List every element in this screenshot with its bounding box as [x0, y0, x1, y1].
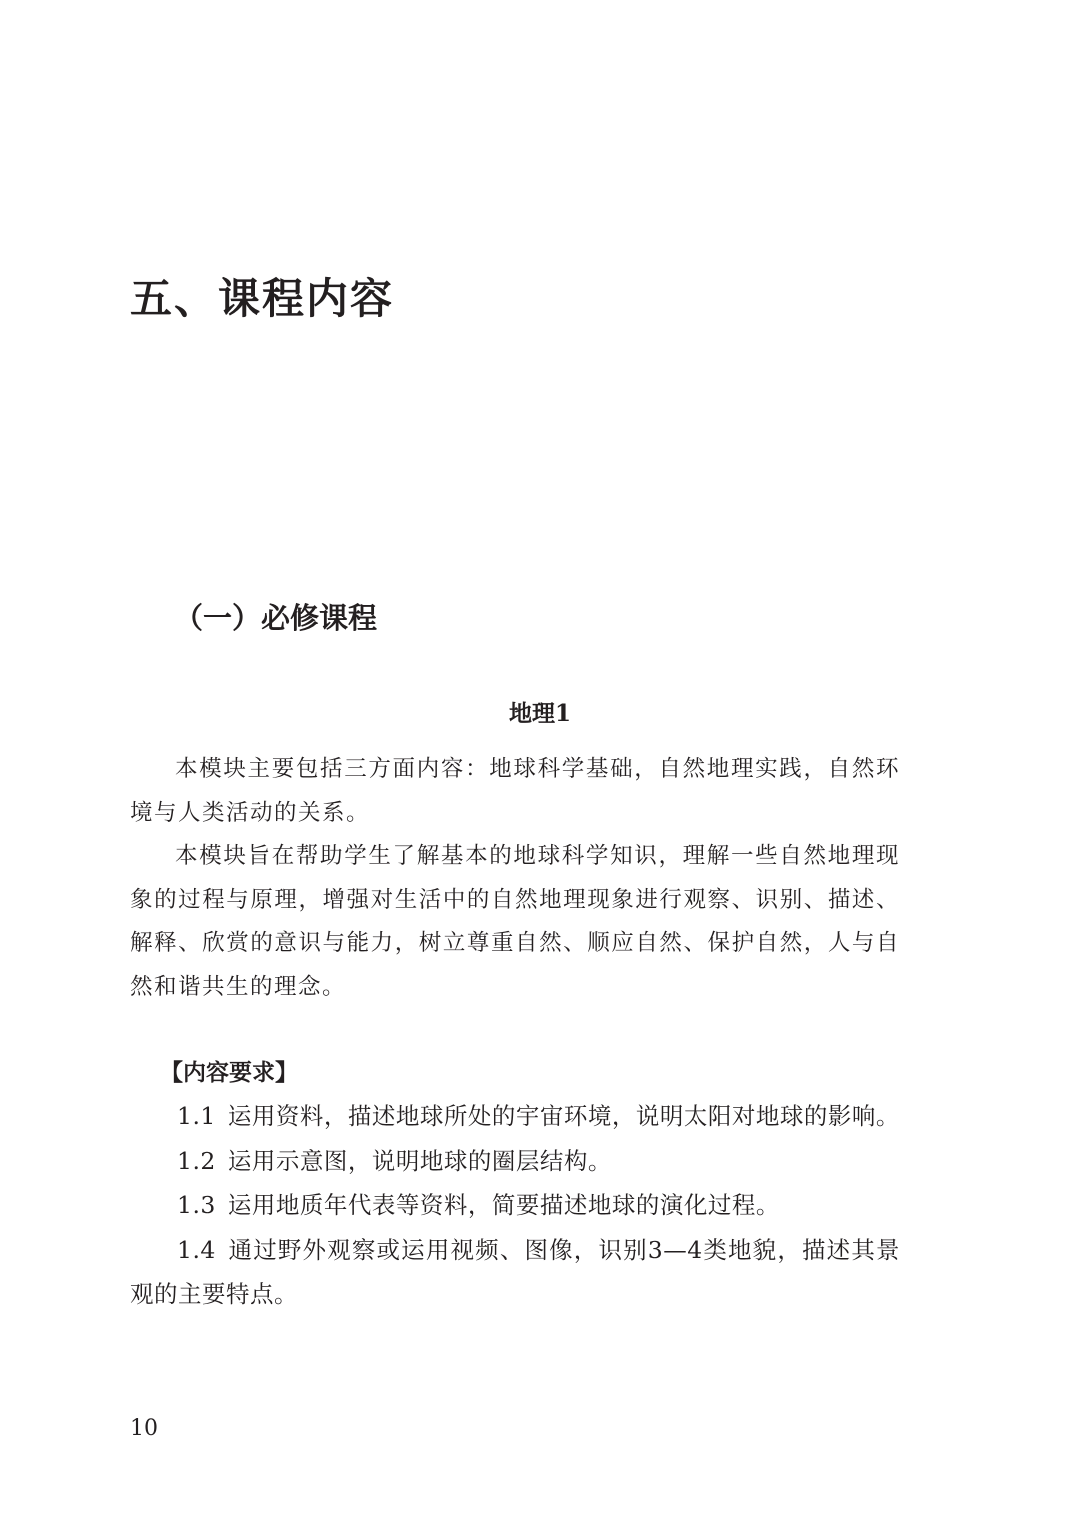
requirement-number: 1.1 — [177, 1102, 216, 1130]
requirement-number: 1.4 — [177, 1235, 216, 1264]
requirement-item — [130, 1094, 900, 1139]
requirement-text: 运用示意图，说明地球的圈层结构。 — [227, 1146, 612, 1175]
chapter-title: 五、课程内容 — [130, 274, 395, 323]
requirements-header: 【内容要求】 — [160, 1060, 298, 1086]
module-intro-paragraph: 本模块主要包括三方面内容：地球科学基础，自然地理实践，自然环境与人类活动的关系。 — [130, 756, 900, 826]
module-title: 地理1 — [508, 700, 571, 727]
page-number: 10 — [130, 1416, 158, 1441]
requirement-number: 1.3 — [177, 1191, 216, 1219]
requirement-number: 1.2 — [177, 1146, 216, 1175]
requirements-list — [130, 1094, 900, 1317]
requirement-item — [130, 1228, 900, 1317]
requirement-text: 运用资料，描述地球所处的宇宙环境，说明太阳对地球的影响。 — [227, 1102, 900, 1130]
requirement-item — [130, 1183, 900, 1228]
section-title: （一）必修课程 — [174, 601, 378, 635]
module-aim-paragraph: 本模块旨在帮助学生了解基本的地球科学知识，理解一些自然地理现象的过程与原理，增强对生活中的自然地理现象进行观察、识别、描述、解释、欣赏的意识与能力，树立尊重自然、顺应自然、保护自然，人与自然和谐共生的理念。 — [130, 843, 900, 1000]
requirement-item — [130, 1139, 900, 1184]
requirement-text: 运用地质年代表等资料，简要描述地球的演化过程。 — [227, 1191, 780, 1219]
requirement-text: 通过野外观察或运用视频、图像，识别3—4类地貌，描述其景观的主要特点。 — [130, 1235, 900, 1308]
